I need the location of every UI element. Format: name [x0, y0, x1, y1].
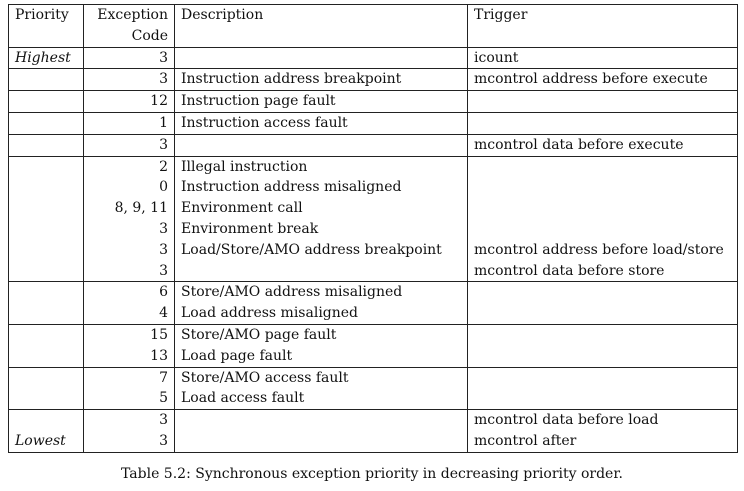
- trigger-cell: [468, 324, 738, 345]
- description-cell: Load address misaligned: [175, 303, 468, 324]
- trigger-cell: [468, 367, 738, 388]
- priority-cell: [9, 69, 84, 91]
- header-row: [9, 5, 738, 48]
- description-cell: [175, 134, 468, 156]
- priority-cell: [9, 156, 84, 177]
- description-cell: [175, 261, 468, 282]
- description-cell: Environment break: [175, 219, 468, 240]
- row-group: [9, 410, 738, 453]
- table-row: [9, 261, 738, 282]
- exception-priority-table: [8, 4, 738, 453]
- exception-code-cell: 3: [84, 410, 175, 431]
- table-row: [9, 134, 738, 156]
- exception-code-cell: 8, 9, 11: [84, 198, 175, 219]
- priority-cell: [9, 219, 84, 240]
- row-group: [9, 69, 738, 91]
- row-group: [9, 112, 738, 134]
- description-cell: Load access fault: [175, 388, 468, 409]
- header-code-line2: Code: [131, 27, 168, 44]
- priority-cell: [9, 282, 84, 303]
- trigger-cell: [468, 282, 738, 303]
- table-row: [9, 219, 738, 240]
- table-row: [9, 388, 738, 409]
- priority-cell: [9, 324, 84, 345]
- description-cell: Load/Store/AMO address breakpoint: [175, 240, 468, 261]
- exception-code-cell: 5: [84, 388, 175, 409]
- description-cell: Store/AMO access fault: [175, 367, 468, 388]
- table-row: [9, 177, 738, 198]
- exception-code-cell: 13: [84, 346, 175, 367]
- table-row: [9, 431, 738, 452]
- trigger-cell: [468, 198, 738, 219]
- priority-cell: Lowest: [9, 431, 84, 452]
- description-cell: Store/AMO address misaligned: [175, 282, 468, 303]
- exception-code-cell: 0: [84, 177, 175, 198]
- priority-cell: [9, 303, 84, 324]
- table-row: [9, 410, 738, 431]
- exception-code-cell: 3: [84, 261, 175, 282]
- priority-cell: [9, 346, 84, 367]
- description-cell: Instruction page fault: [175, 91, 468, 113]
- header-code-line1: Exception: [97, 7, 168, 23]
- row-group: [9, 47, 738, 69]
- exception-code-cell: 3: [84, 431, 175, 452]
- table-row: [9, 346, 738, 367]
- exception-code-cell: 3: [84, 134, 175, 156]
- description-cell: Instruction address breakpoint: [175, 69, 468, 91]
- description-cell: [175, 431, 468, 452]
- priority-cell: [9, 240, 84, 261]
- description-cell: Instruction address misaligned: [175, 177, 468, 198]
- priority-cell: [9, 367, 84, 388]
- header-trigger: Trigger: [468, 5, 738, 48]
- trigger-cell: [468, 177, 738, 198]
- table-row: [9, 367, 738, 388]
- exception-code-cell: 6: [84, 282, 175, 303]
- priority-cell: [9, 91, 84, 113]
- table-row: [9, 240, 738, 261]
- exception-code-cell: 3: [84, 240, 175, 261]
- row-group: [9, 156, 738, 282]
- trigger-cell: [468, 346, 738, 367]
- row-group: [9, 324, 738, 367]
- description-cell: Environment call: [175, 198, 468, 219]
- row-group: [9, 91, 738, 113]
- priority-cell: [9, 388, 84, 409]
- exception-code-cell: 2: [84, 156, 175, 177]
- header-exception-code: [84, 5, 175, 48]
- row-group: [9, 282, 738, 325]
- priority-cell: [9, 134, 84, 156]
- header-description: Description: [175, 5, 468, 48]
- description-cell: Store/AMO page fault: [175, 324, 468, 345]
- header-priority: Priority: [9, 5, 84, 48]
- trigger-cell: [468, 303, 738, 324]
- trigger-cell: mcontrol address before execute: [468, 69, 738, 91]
- priority-cell: Highest: [9, 47, 84, 69]
- table-row: [9, 156, 738, 177]
- exception-code-cell: 7: [84, 367, 175, 388]
- description-cell: [175, 47, 468, 69]
- exception-code-cell: 3: [84, 47, 175, 69]
- trigger-cell: mcontrol data before load: [468, 410, 738, 431]
- row-group: [9, 367, 738, 410]
- priority-cell: [9, 198, 84, 219]
- trigger-cell: [468, 156, 738, 177]
- priority-cell: [9, 261, 84, 282]
- table-header: [9, 5, 738, 48]
- exception-code-cell: 15: [84, 324, 175, 345]
- trigger-cell: mcontrol address before load/store: [468, 240, 738, 261]
- priority-cell: [9, 112, 84, 134]
- description-cell: Instruction access fault: [175, 112, 468, 134]
- trigger-cell: [468, 219, 738, 240]
- table-row: [9, 303, 738, 324]
- exception-code-cell: 4: [84, 303, 175, 324]
- trigger-cell: mcontrol data before store: [468, 261, 738, 282]
- trigger-cell: icount: [468, 47, 738, 69]
- exception-code-cell: 12: [84, 91, 175, 113]
- trigger-cell: mcontrol data before execute: [468, 134, 738, 156]
- row-group: [9, 134, 738, 156]
- table-row: [9, 47, 738, 69]
- description-cell: Illegal instruction: [175, 156, 468, 177]
- table-row: [9, 69, 738, 91]
- table-row: [9, 198, 738, 219]
- trigger-cell: [468, 91, 738, 113]
- table-row: [9, 282, 738, 303]
- table-row: [9, 91, 738, 113]
- trigger-cell: [468, 112, 738, 134]
- priority-cell: [9, 177, 84, 198]
- table-row: [9, 112, 738, 134]
- priority-cell: [9, 410, 84, 431]
- table-row: [9, 324, 738, 345]
- trigger-cell: mcontrol after: [468, 431, 738, 452]
- description-cell: Load page fault: [175, 346, 468, 367]
- trigger-cell: [468, 388, 738, 409]
- exception-code-cell: 1: [84, 112, 175, 134]
- table-caption: Table 5.2: Synchronous exception priority in decreasing priority order.: [121, 466, 623, 482]
- description-cell: [175, 410, 468, 431]
- exception-code-cell: 3: [84, 69, 175, 91]
- exception-code-cell: 3: [84, 219, 175, 240]
